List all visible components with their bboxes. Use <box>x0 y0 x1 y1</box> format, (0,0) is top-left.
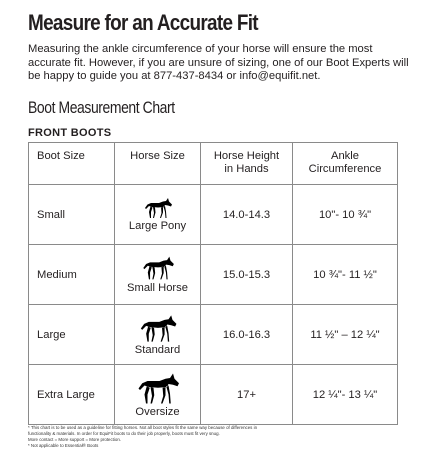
header-ankle-circumference <box>293 143 398 185</box>
footnote-line: * This chart is to be used as a guideline for fitting horses. Not all boot styles fit the same way because of differences in <box>28 425 258 430</box>
horse-size-cell <box>115 305 201 365</box>
header-horse-height-line2: in Hands <box>224 163 269 175</box>
boot-size-cell: Extra Large <box>29 365 115 425</box>
boot-size-cell: Medium <box>29 245 115 305</box>
horse-height-cell: 14.0-14.3 <box>201 185 293 245</box>
standard-horse-icon <box>138 314 178 343</box>
header-horse-size: Horse Size <box>115 143 201 185</box>
horse-height-cell: 16.0-16.3 <box>201 305 293 365</box>
table-row <box>29 245 398 305</box>
boot-measurement-table <box>28 142 398 425</box>
horse-height-cell: 17+ <box>201 365 293 425</box>
pony-icon <box>143 197 173 219</box>
ankle-circumference-cell: 12 ¼"- 13 ¼" <box>293 365 398 425</box>
footnote-line: More contact = More support = More protection. <box>28 437 121 442</box>
horse-size-label: Large Pony <box>128 220 187 232</box>
horse-size-cell <box>115 365 201 425</box>
horse-size-cell <box>115 245 201 305</box>
table-header-row <box>29 143 398 185</box>
footnote-line: * Not applicable to Essential® Boots <box>28 443 99 448</box>
header-horse-height-line1: Horse Height <box>213 150 280 162</box>
horse-size-label: Small Horse <box>127 282 188 294</box>
table-row <box>29 365 398 425</box>
header-ankle-line2: Circumference <box>308 163 382 175</box>
header-boot-size: Boot Size <box>29 143 115 185</box>
horse-size-label: Oversize <box>135 405 180 418</box>
horse-size-cell <box>115 185 201 245</box>
footnotes <box>28 425 408 449</box>
ankle-circumference-cell: 11 ½" – 12 ¼" <box>293 305 398 365</box>
table-row <box>29 305 398 365</box>
chart-title: Boot Measurement Chart <box>28 98 175 117</box>
small-horse-icon <box>141 255 175 281</box>
horse-size-label: Standard <box>134 343 181 356</box>
header-horse-height <box>201 143 293 185</box>
footnote-line: functionality & materials. In order for EquiFit boots to do their job properly, boots must fit very snug. <box>28 431 220 436</box>
ankle-circumference-cell: 10 ¾"- 11 ½" <box>293 245 398 305</box>
boot-size-cell: Small <box>29 185 115 245</box>
page-title: Measure for an Accurate Fit <box>28 10 258 35</box>
intro-paragraph: Measuring the ankle circumference of your horse will ensure the most accurate fit. However, if you are unsure of sizing, one of our Boot Experts will be happy to guide you at 877-437-8434 or info@equifit.net. <box>28 43 409 83</box>
ankle-circumference-cell: 10"- 10 ¾" <box>293 185 398 245</box>
boot-size-cell: Large <box>29 305 115 365</box>
table-row <box>29 185 398 245</box>
header-ankle-line1: Ankle <box>331 150 359 162</box>
section-title: FRONT BOOTS <box>28 127 112 139</box>
oversize-horse-icon <box>135 372 181 405</box>
horse-height-cell: 15.0-15.3 <box>201 245 293 305</box>
